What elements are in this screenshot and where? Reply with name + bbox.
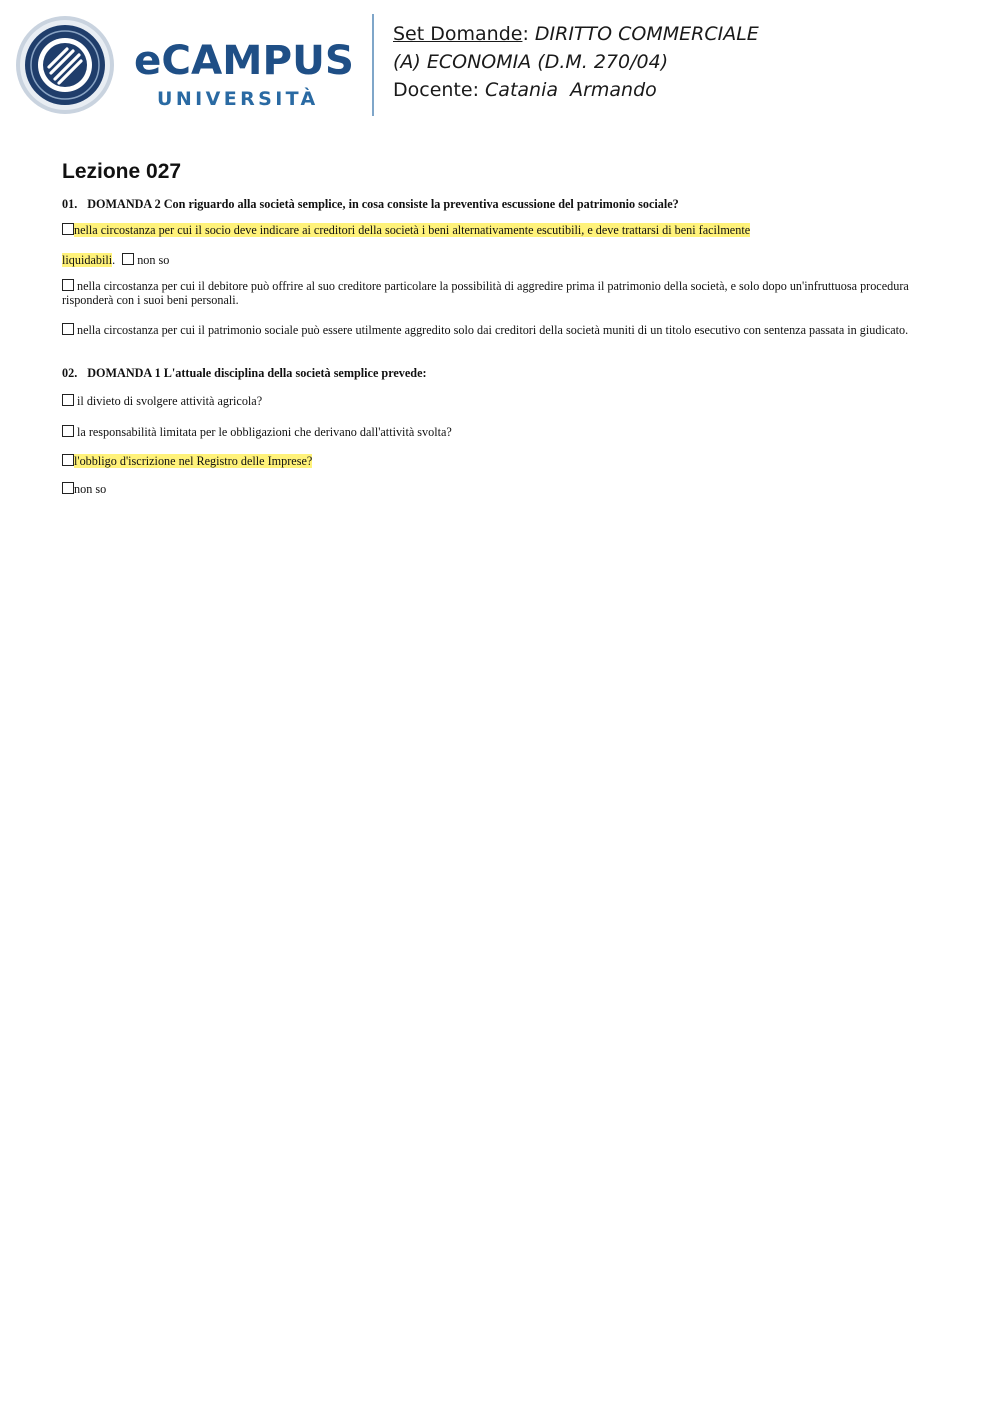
answer-checkbox[interactable]	[62, 279, 74, 291]
answer-checkbox[interactable]	[62, 454, 74, 466]
question-number: 02.	[62, 366, 78, 380]
teacher-label: Docente:	[393, 79, 479, 101]
set-value: DIRITTO COMMERCIALE	[534, 23, 759, 45]
ecampus-wordmark-logo	[134, 40, 356, 80]
option-text: il divieto di svolgere attività agricola?	[77, 394, 263, 408]
question-number: 01.	[62, 197, 78, 211]
option-text: l'obbligo d'iscrizione nel Registro delle Imprese?	[74, 454, 313, 468]
q1-option-1	[62, 223, 750, 237]
answer-checkbox[interactable]	[62, 425, 74, 437]
logo-word-text: eCAMPUS	[134, 40, 354, 80]
q1-option-1-cont	[62, 253, 169, 267]
q2-option-1	[62, 394, 262, 408]
question-text: DOMANDA 1 L'attuale disciplina della società semplice prevede:	[87, 366, 427, 380]
ecampus-seal-logo	[15, 15, 115, 115]
q2-option-4	[62, 482, 106, 496]
answer-checkbox[interactable]	[62, 223, 74, 235]
teacher-name: Catania Armando	[485, 79, 657, 101]
page-header	[0, 0, 1000, 130]
lesson-title: Lezione 027	[62, 160, 182, 183]
answer-checkbox[interactable]	[62, 323, 74, 335]
option-trailing: .	[112, 253, 116, 267]
option-text: la responsabilità limitata per le obbligazioni che derivano dall'attività svolta?	[77, 425, 452, 439]
q1-option-3	[62, 279, 942, 307]
q1-option-4	[62, 323, 908, 337]
question-text: DOMANDA 2 Con riguardo alla società semplice, in cosa consiste la preventiva escussione del patrimonio sociale?	[87, 197, 679, 211]
question-2	[62, 366, 427, 381]
option-text: non so	[137, 253, 170, 267]
option-text-cont: liquidabili	[62, 253, 113, 267]
course-line: (A) ECONOMIA (D.M. 270/04)	[393, 51, 669, 73]
q2-option-3	[62, 454, 312, 468]
header-divider	[372, 14, 374, 116]
option-text: nella circostanza per cui il patrimonio sociale può essere utilmente aggredito solo dai creditori della società muniti di un titolo esecutivo con sentenza passata in giudicato.	[77, 323, 909, 337]
answer-checkbox[interactable]	[62, 394, 74, 406]
logo-subtitle: UNIVERSITÀ	[157, 88, 319, 110]
option-text: nella circostanza per cui il socio deve indicare ai creditori della società i beni alternativamente escutibili, e deve trattarsi di beni facilmente	[74, 223, 751, 237]
option-text: nella circostanza per cui il debitore può offrire al suo creditore particolare la possibilità di aggredire prima il patrimonio della società, e solo dopo un'infruttuosa procedura risponderà con i suoi beni personali.	[62, 279, 909, 307]
q2-option-2	[62, 425, 452, 439]
teacher-line	[393, 76, 759, 104]
question-1	[62, 197, 679, 212]
answer-checkbox[interactable]	[122, 253, 134, 265]
header-info	[393, 20, 759, 104]
answer-checkbox[interactable]	[62, 482, 74, 494]
option-text: non so	[74, 482, 107, 496]
set-line	[393, 20, 759, 48]
set-colon: :	[522, 23, 535, 45]
set-label: Set Domande	[393, 23, 523, 45]
